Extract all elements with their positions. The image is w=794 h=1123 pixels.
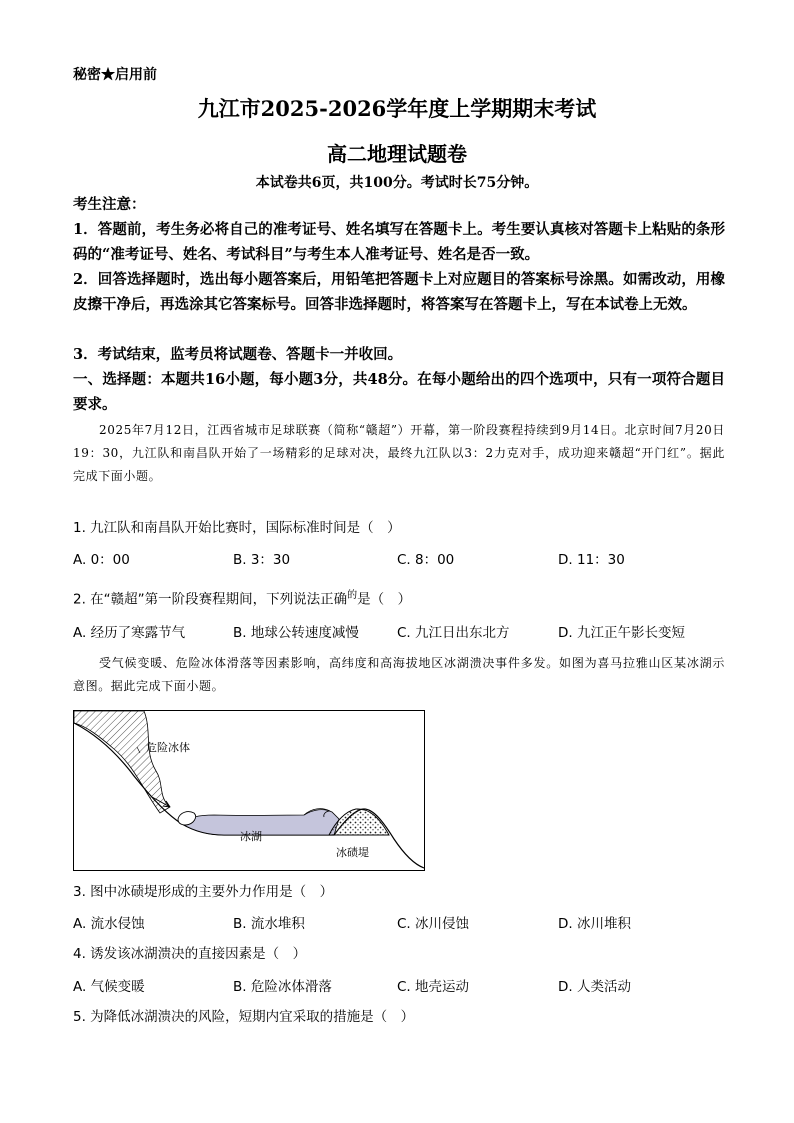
secret-mark: 秘密★启用前 [73,67,157,83]
question-2-option-d: D. 九江正午影长变短 [558,625,685,641]
question-2-stem [73,586,411,608]
notice-item-3: 3．考试结束，监考员将试题卷、答题卡一并收回。 [73,346,403,363]
question-1-option-d: D. 11：30 [558,552,625,568]
question-2-stem-end: 是（ ） [357,591,412,608]
exam-subtitle: 高二地理试题卷 [327,142,467,166]
moraine-dam [329,809,389,835]
question-4-option-b: B. 危险冰体滑落 [233,979,332,995]
question-1-option-a: A. 0：00 [73,552,130,568]
question-2-stem-text: 2. 在“赣超”第一阶段赛程期间，下列说法正确 [73,591,348,608]
question-3-stem: 3. 图中冰碛堤形成的主要外力作用是（ ） [73,884,334,900]
question-3-option-a: A. 流水侵蚀 [73,916,145,932]
notice-item-1: 1．答题前，考生务必将自己的准考证号、姓名填写在答题卡上。考生要认真核对答题卡上粘贴的条形码的“准考证号、姓名、考试科目”与考生本人准考证号、姓名是否一致。 [73,221,725,263]
label-glacial-lake: 冰湖 [240,830,262,843]
exam-title: 九江市2025-2026学年度上学期期末考试 [197,96,597,121]
notice-heading: 考生注意： [73,196,146,213]
question-3-option-c: C. 冰川侵蚀 [397,916,470,932]
material-paragraph-1: 2025年7月12日，江西省城市足球联赛（简称“赣超”）开幕，第一阶段赛程持续到9月14日。北京时间7月20日19：30，九江队和南昌队开始了一场精彩的足球对决，最终九江队以3：2力克对手，成功迎来赣超“开门红”。据此完成下面小题。 [73,423,725,483]
question-3-option-b: B. 流水堆积 [233,916,305,932]
question-4-option-c: C. 地壳运动 [397,979,470,995]
question-1-option-c: C. 8：00 [397,552,455,568]
notice-item-2: 2．回答选择题时，选出每小题答案后，用铅笔把答题卡上对应题目的答案标号涂黑。如需改动，用橡皮擦干净后，再选涂其它答案标号。回答非选择题时，将答案写在答题卡上，写在本试卷上无效。 [73,271,725,313]
label-moraine-dam: 冰碛堤 [336,846,369,859]
question-2-stem-mark: 的 [347,590,358,601]
question-5-stem: 5. 为降低冰湖溃决的风险，短期内宜采取的措施是（ ） [73,1009,415,1025]
question-4-option-a: A. 气候变暖 [73,979,145,995]
question-4-option-d: D. 人类活动 [558,979,631,995]
question-2-option-b: B. 地球公转速度减慢 [233,625,359,641]
exam-info: 本试卷共6页，共100分。考试时长75分钟。 [255,175,539,191]
diagram-drawing [74,711,424,870]
question-2-option-c: C. 九江日出东北方 [397,625,510,641]
question-3-option-d: D. 冰川堆积 [558,916,631,932]
glacial-lake-diagram [73,710,425,871]
question-1-option-b: B. 3：30 [233,552,291,568]
material-paragraph-2: 受气候变暖、危险冰体滑落等因素影响，高纬度和高海拔地区冰湖溃决事件多发。如图为喜马拉雅山区某冰湖示意图。据此完成下面小题。 [73,656,725,693]
question-1-stem: 1. 九江队和南昌队开始比赛时，国际标准时间是（ ） [73,520,401,536]
label-dangerous-ice: 危险冰体 [146,741,190,754]
section-heading: 一、选择题：本题共16小题，每小题3分，共48分。在每小题给出的四个选项中，只有一项符合题目要求。 [73,371,725,413]
question-4-stem: 4. 诱发该冰湖溃决的直接因素是（ ） [73,946,307,962]
question-2-option-a: A. 经历了寒露节气 [73,625,186,641]
